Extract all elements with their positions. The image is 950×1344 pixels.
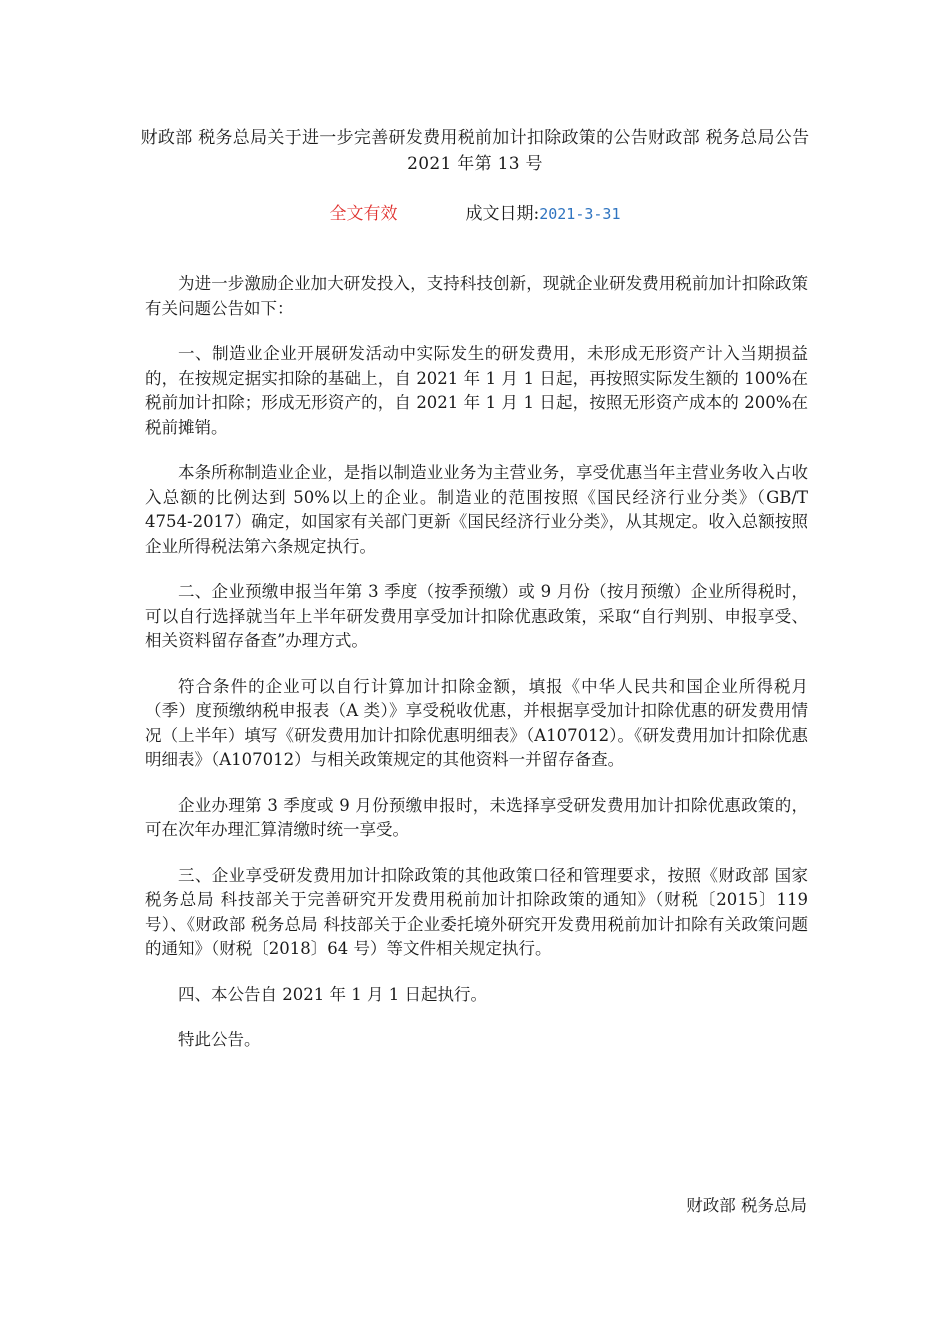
paragraph-article-4: 四、本公告自 2021 年 1 月 1 日起执行。 xyxy=(178,984,487,1004)
paragraph-article-2-deferral: 企业办理第 3 季度或 9 月份预缴申报时，未选择享受研发费用加计扣除优惠政策的，可在次年办理汇算清缴时统一享受。 xyxy=(145,795,808,839)
validity-status: 全文有效 xyxy=(329,204,398,224)
paragraph-intro: 为进一步激励企业加大研发投入，支持科技创新，现就企业研发费用税前加计扣除政策有关问题公告如下： xyxy=(145,274,808,318)
paragraph-article-1: 一、制造业企业开展研发活动中实际发生的研发费用，未形成无形资产计入当期损益的，在按规定据实扣除的基础上，自 2021 年 1 月 1 日起，再按照实际发生额的 100%在税前加计扣除；形成无形资产的，自 2021 年 1 月 1 日起，按照无形资产成本的 200%在税前摊销。 xyxy=(145,344,808,437)
date-label: 成文日期: xyxy=(465,204,540,224)
document-title: 财政部 税务总局关于进一步完善研发费用税前加计扣除政策的公告财政部 税务总局公告 2021 年第 13 号 xyxy=(140,128,810,174)
paragraph-article-3: 三、企业享受研发费用加计扣除政策的其他政策口径和管理要求，按照《财政部 国家税务总局 科技部关于完善研究开发费用税前加计扣除政策的通知》（财税〔2015〕119 号）、《财政部 税务总局 科技部关于企业委托境外研究开发费用税前加计扣除有关政策问题的通知》（财税〔2018〕64 号）等文件相关规定执行。 xyxy=(145,865,808,958)
date-value: 2021-3-31 xyxy=(539,205,621,223)
signature: 财政部 税务总局 xyxy=(686,1196,807,1215)
paragraph-article-1-definition: 本条所称制造业企业，是指以制造业业务为主营业务，享受优惠当年主营业务收入占收入总额的比例达到 50%以上的企业。制造业的范围按照《国民经济行业分类》（GB/T 4754-2017）确定，如国家有关部门更新《国民经济行业分类》，从其规定。收入总额按照企业所得税法第六条规定执行。 xyxy=(145,463,808,556)
paragraph-closing: 特此公告。 xyxy=(178,1030,261,1049)
document-meta xyxy=(0,202,950,226)
paragraph-article-2-filing: 符合条件的企业可以自行计算加计扣除金额，填报《中华人民共和国企业所得税月（季）度预缴纳税申报表（A 类）》享受税收优惠，并根据享受加计扣除优惠的研发费用情况（上半年）填写《研发费用加计扣除优惠明细表》（A107012）。《研发费用加计扣除优惠明细表》（A107012）与相关政策规定的其他资料一并留存备查。 xyxy=(145,676,808,769)
document-body xyxy=(145,272,808,1074)
paragraph-article-2: 二、企业预缴申报当年第 3 季度（按季预缴）或 9 月份（按月预缴）企业所得税时，可以自行选择就当年上半年研发费用享受加计扣除优惠政策，采取“自行判别、申报享受、相关资料留存备查”办理方式。 xyxy=(145,582,808,650)
